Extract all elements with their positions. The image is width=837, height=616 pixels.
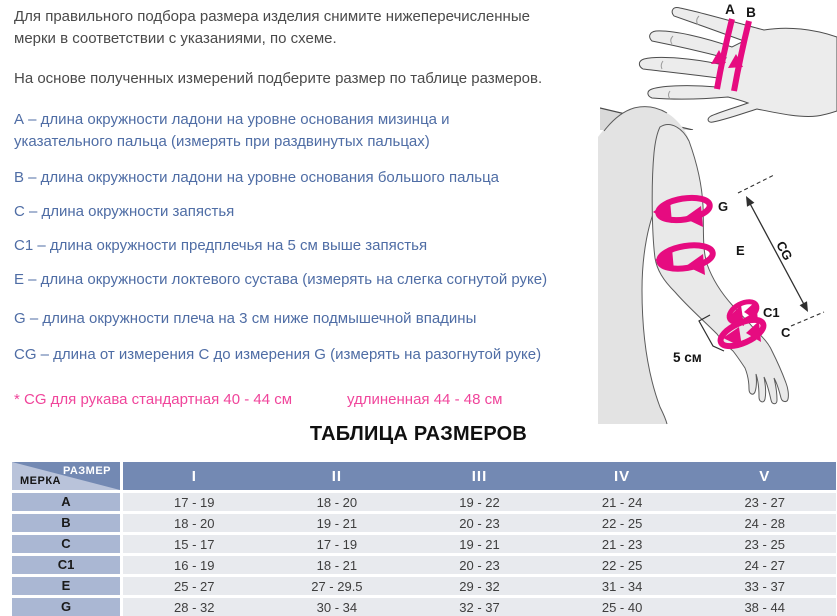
row-label: Е bbox=[12, 577, 120, 595]
size-cell: 22 - 25 bbox=[601, 515, 643, 531]
corner-merka-label: МЕРКА bbox=[20, 475, 61, 487]
size-cell: 30 - 34 bbox=[316, 599, 358, 615]
dashed-line-bottom bbox=[791, 312, 824, 326]
size-cell: 18 - 20 bbox=[316, 494, 358, 510]
size-cell: 25 - 27 bbox=[174, 578, 215, 594]
note-extended: удлиненная 44 - 48 см bbox=[347, 391, 503, 408]
corner-size-label: РАЗМЕР bbox=[62, 465, 111, 477]
row-label: С bbox=[12, 535, 120, 553]
row-values bbox=[123, 577, 836, 595]
measurement-item-b: В – длина окружности ладони на уровне основания большого пальца bbox=[14, 169, 500, 186]
dashed-line-top bbox=[738, 175, 774, 193]
size-cell: 27 - 29.5 bbox=[311, 578, 363, 594]
table-row bbox=[12, 535, 836, 553]
arm-label-c1: C1 bbox=[763, 305, 780, 320]
size-cell: 38 - 44 bbox=[744, 599, 785, 615]
hand-label-a: A bbox=[725, 2, 735, 17]
measurement-item-e: Е – длина окружности локтевого сустава (измерять на слегка согнутой руке) bbox=[14, 271, 548, 288]
size-cell: 33 - 37 bbox=[744, 578, 785, 594]
measurement-item-a: А – длина окружности ладони на уровне основания мизинца и указательного пальца (измерять при раздвинутых пальцах) bbox=[14, 111, 450, 150]
size-cell: 31 - 34 bbox=[601, 578, 643, 594]
intro-paragraph-2: На основе полученных измерений подберите размер по таблице размеров. bbox=[14, 70, 543, 87]
table-row bbox=[12, 598, 836, 616]
row-values bbox=[123, 535, 836, 553]
column-header-4: IV bbox=[614, 467, 631, 485]
size-cell: 17 - 19 bbox=[316, 536, 358, 552]
row-values bbox=[123, 514, 836, 532]
arm-measurement-diagram bbox=[560, 105, 837, 425]
size-cell: 17 - 19 bbox=[174, 494, 215, 510]
arm-label-e: E bbox=[736, 243, 745, 258]
note-standard: * CG для рукава стандартная 40 - 44 см bbox=[14, 391, 293, 408]
size-cell: 16 - 19 bbox=[174, 557, 215, 573]
table-corner-cell bbox=[12, 462, 120, 490]
column-header-2: II bbox=[331, 467, 343, 485]
column-header-5: V bbox=[759, 467, 771, 485]
size-cell: 21 - 23 bbox=[601, 536, 643, 552]
table-row bbox=[12, 556, 836, 574]
measurement-item-cg: CG – длина от измерения С до измерения G (измерять на разогнутой руке) bbox=[14, 346, 542, 363]
hand-label-b: B bbox=[746, 5, 756, 20]
size-cell: 23 - 25 bbox=[744, 536, 785, 552]
cg-arrow-icon bbox=[746, 196, 808, 312]
row-label: G bbox=[12, 598, 120, 616]
arm-label-5cm: 5 см bbox=[673, 350, 702, 365]
size-cell: 19 - 21 bbox=[459, 536, 500, 552]
table-row bbox=[12, 493, 836, 511]
column-header-1: I bbox=[191, 467, 197, 485]
arm-label-g: G bbox=[718, 199, 729, 214]
row-label: А bbox=[12, 493, 120, 511]
size-cell: 20 - 23 bbox=[459, 515, 500, 531]
column-header-3: III bbox=[471, 467, 488, 485]
row-values bbox=[123, 598, 836, 616]
measurement-item-g: G – длина окружности плеча на 3 см ниже подмышечной впадины bbox=[14, 310, 477, 327]
size-cell: 21 - 24 bbox=[601, 494, 643, 510]
size-cell: 18 - 21 bbox=[316, 557, 358, 573]
size-cell: 29 - 32 bbox=[459, 578, 500, 594]
size-table bbox=[12, 462, 836, 616]
size-cell: 22 - 25 bbox=[601, 557, 643, 573]
size-cell: 23 - 27 bbox=[744, 494, 785, 510]
measurement-item-c1: С1 – длина окружности предплечья на 5 см выше запястья bbox=[14, 237, 428, 254]
sleeve-length-note bbox=[14, 391, 634, 408]
arm-label-c: C bbox=[781, 325, 791, 340]
size-cell: 28 - 32 bbox=[174, 599, 215, 615]
size-cell: 15 - 17 bbox=[174, 536, 215, 552]
size-cell: 24 - 28 bbox=[744, 515, 785, 531]
row-label: С1 bbox=[12, 556, 120, 574]
row-label: В bbox=[12, 514, 120, 532]
row-values bbox=[123, 493, 836, 511]
size-cell: 18 - 20 bbox=[174, 515, 215, 531]
arm-label-cg: CG bbox=[773, 238, 796, 263]
size-cell: 20 - 23 bbox=[459, 557, 500, 573]
size-cell: 32 - 37 bbox=[459, 599, 500, 615]
size-cell: 19 - 21 bbox=[316, 515, 358, 531]
row-values bbox=[123, 556, 836, 574]
size-table-title: ТАБЛИЦА РАЗМЕРОВ bbox=[309, 423, 528, 445]
table-header-row bbox=[12, 462, 836, 490]
intro-paragraph-1: Для правильного подбора размера изделия снимите нижеперечисленные мерки в соответствии с указаниями, по схеме. bbox=[14, 8, 530, 47]
size-cell: 25 - 40 bbox=[601, 599, 643, 615]
table-row bbox=[12, 514, 836, 532]
size-cell: 19 - 22 bbox=[459, 494, 500, 510]
size-cell: 24 - 27 bbox=[744, 557, 785, 573]
column-headers bbox=[123, 462, 836, 490]
measurement-item-c: С – длина окружности запястья bbox=[14, 203, 235, 220]
table-row bbox=[12, 577, 836, 595]
